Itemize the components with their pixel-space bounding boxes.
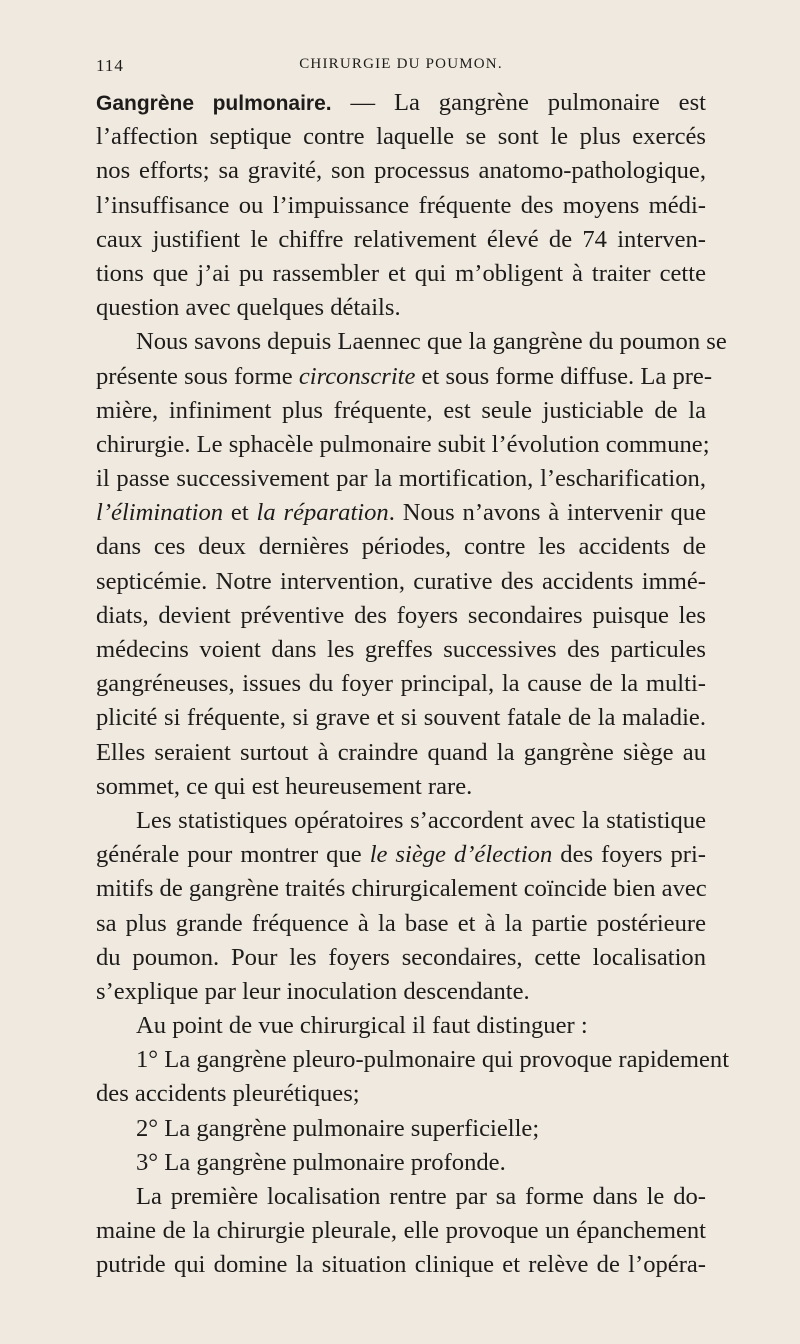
text-line: l’élimination et la réparation. Nous n’avons à intervenir que (96, 499, 706, 527)
text-line: La première localisation rentre par sa forme dans le do- (136, 1183, 706, 1210)
text-line: sa plus grande fréquence à la base et à la partie postérieure (96, 909, 706, 937)
text-line: Elles seraient surtout à craindre quand la gangrène siège au (96, 738, 706, 766)
text-line: s’explique par leur inoculation descendante. (96, 977, 530, 1005)
text-line: gangréneuses, issues du foyer principal, la cause de la multi- (96, 670, 706, 698)
text-line: l’insuffisance ou l’impuissance fréquente des moyens médi- (96, 191, 706, 219)
text-line: tions que j’ai pu rassembler et qui m’obligent à traiter cette (96, 259, 706, 287)
text-line: générale pour montrer que le siège d’élection des foyers pri- (96, 841, 707, 869)
text-line: du poumon. Pour les foyers secondaires, cette localisation (96, 943, 706, 971)
list-item-line: des accidents pleurétiques; (96, 1080, 360, 1108)
text-line: Nous savons depuis Laennec que la gangrène du poumon se (136, 328, 727, 356)
text-line: présente sous forme circonscrite et sous forme diffuse. La pre- (96, 362, 713, 390)
body-text (96, 86, 730, 1283)
text-line: caux justifient le chiffre relativement élevé de 74 interven- (96, 225, 706, 253)
page-number: 114 (96, 56, 124, 75)
text-line: plicité si fréquente, si grave et si souvent fatale de la maladie. (96, 704, 706, 732)
text-line: putride qui domine la situation clinique et relève de l’opéra- (96, 1251, 706, 1279)
text-line: l’affection septique contre laquelle se sont le plus exercés (96, 123, 706, 151)
list-item-line: 2° La gangrène pulmonaire superficielle; (136, 1114, 540, 1142)
running-head (96, 56, 706, 80)
text-line: Gangrène pulmonaire. — La gangrène pulmonaire est (96, 89, 706, 116)
text-line: dans ces deux dernières périodes, contre les accidents de (96, 533, 706, 561)
text-line: septicémie. Notre intervention, curative des accidents immé- (96, 567, 706, 595)
text-line: nos efforts; sa gravité, son processus anatomo-pathologique, (96, 157, 706, 185)
running-title: CHIRURGIE DU POUMON. (299, 56, 503, 72)
text-line: diats, devient préventive des foyers secondaires puisque les (96, 601, 706, 629)
text-line: mière, infiniment plus fréquente, est seule justiciable de la (96, 396, 706, 424)
list-item-line: 3° La gangrène pulmonaire profonde. (136, 1148, 506, 1176)
text-line: sommet, ce qui est heureusement rare. (96, 772, 473, 800)
text-line: médecins voient dans les greffes successives des particules (96, 636, 706, 663)
list-item-line: 1° La gangrène pleuro-pulmonaire qui provoque rapidement (136, 1046, 730, 1074)
text-line: Les statistiques opératoires s’accordent avec la statistique (136, 806, 706, 834)
section-heading: Gangrène pulmonaire. (96, 92, 332, 115)
text-line: chirurgie. Le sphacèle pulmonaire subit l’évolution commune; (96, 430, 710, 458)
text-line: il passe successivement par la mortification, l’escharification, (96, 465, 706, 493)
text-line: question avec quelques détails. (96, 294, 401, 322)
text-line: Au point de vue chirurgical il faut distinguer : (136, 1012, 588, 1040)
text-line: maine de la chirurgie pleurale, elle provoque un épanchement (96, 1217, 706, 1245)
text-line: mitifs de gangrène traités chirurgicalement coïncide bien avec (96, 875, 707, 903)
